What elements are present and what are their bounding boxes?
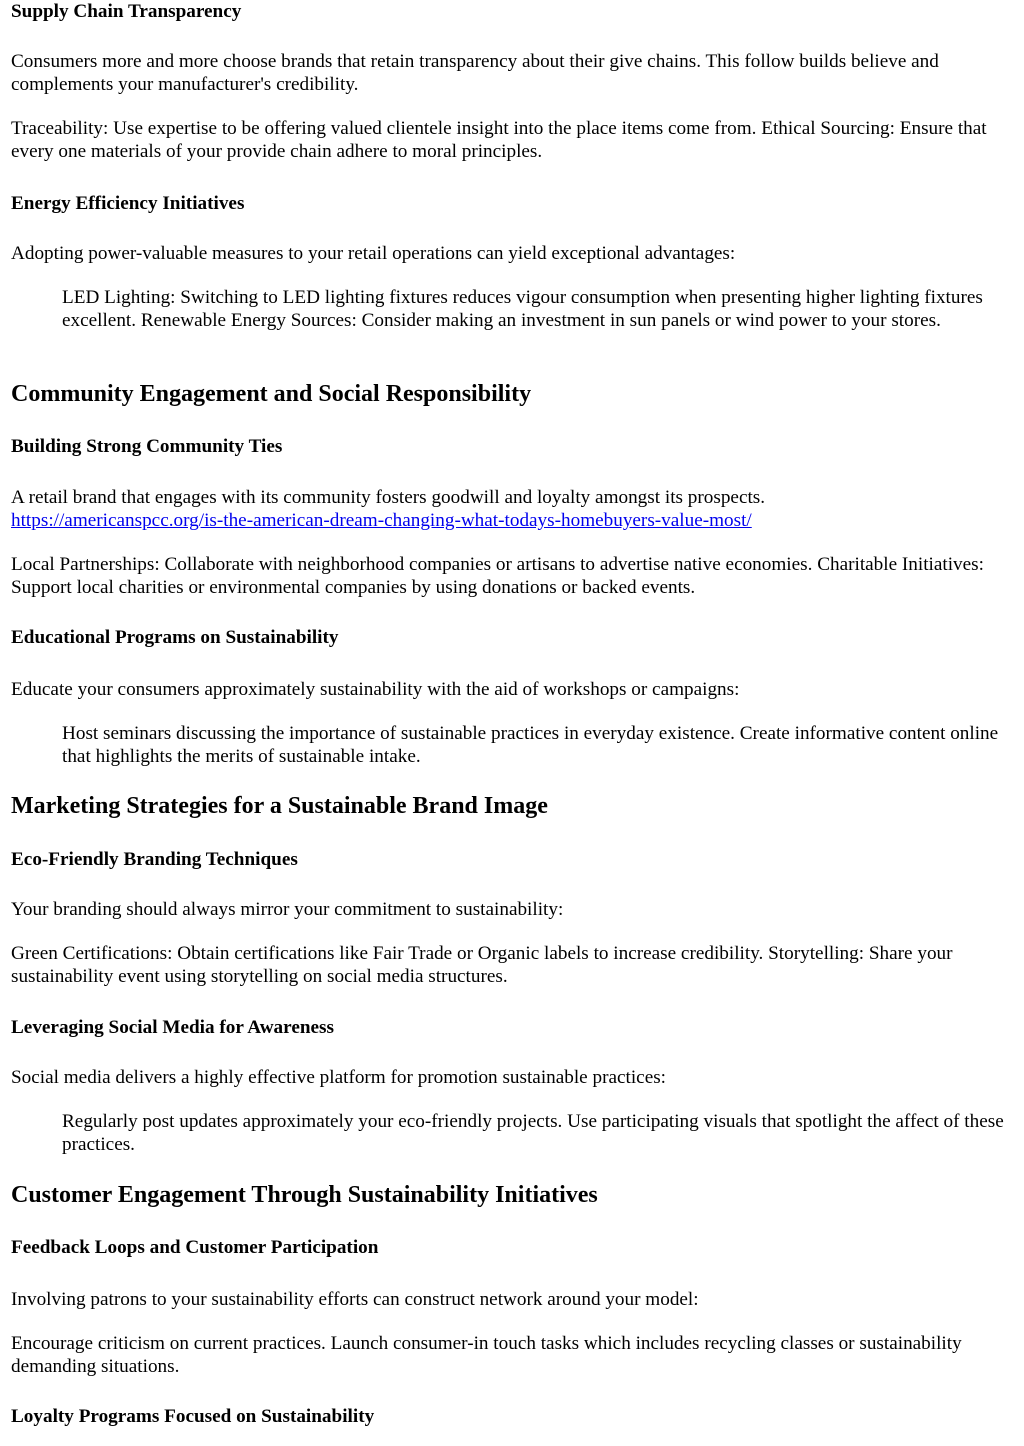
paragraph-social-intro: Social media delivers a highly effective platform for promotion sustainable practices: [11,1067,667,1088]
paragraph-supply-chain-body: Traceability: Use expertise to be offering valued clientele insight into the place items come from. Ethical Sourcing: Ensure that every one materials of your provide chain adhere to moral principles. [11,118,987,162]
heading-community-engagement: Community Engagement and Social Responsibility [11,381,532,407]
heading-feedback-loops: Feedback Loops and Customer Participation [11,1237,379,1258]
paragraph-branding-body: Green Certifications: Obtain certifications like Fair Trade or Organic labels to increase credibility. Storytelling: Share your sustainability event using storytelling on social media structures. [11,943,953,987]
blockquote-energy: LED Lighting: Switching to LED lighting fixtures reduces vigour consumption when presenting higher lighting fixtures excellent. Renewable Energy Sources: Consider making an investment in sun panels or wind power to your stores. [62,287,983,331]
americanspcc-link[interactable]: https://americanspcc.org/is-the-american-dream-changing-what-todays-homebuyers-value-most/ [11,510,752,531]
heading-loyalty-programs: Loyalty Programs Focused on Sustainability [11,1406,375,1427]
blockquote-educational: Host seminars discussing the importance of sustainable practices in everyday existence. Create informative content online that highlights the merits of sustainable intake. [62,723,999,767]
paragraph-community-ties-body: Local Partnerships: Collaborate with neighborhood companies or artisans to advertise native economies. Charitable Initiatives: Support local charities or environmental companies by using donations or backed events. [11,554,984,598]
blockquote-social: Regularly post updates approximately your eco-friendly projects. Use participating visuals that spotlight the affect of these practices. [62,1111,1004,1155]
paragraph-educational-intro: Educate your consumers approximately sustainability with the aid of workshops or campaigns: [11,679,740,700]
paragraph-branding-intro: Your branding should always mirror your commitment to sustainability: [11,899,564,920]
heading-educational-programs: Educational Programs on Sustainability [11,627,339,648]
heading-community-ties: Building Strong Community Ties [11,436,283,457]
heading-eco-branding: Eco-Friendly Branding Techniques [11,849,298,870]
community-ties-intro-text: A retail brand that engages with its community fosters goodwill and loyalty amongst its prospects. [11,487,766,508]
paragraph-feedback-body: Encourage criticism on current practices. Launch consumer-in touch tasks which includes recycling classes or sustainability demanding situations. [11,1333,962,1377]
heading-customer-engagement: Customer Engagement Through Sustainability Initiatives [11,1182,598,1208]
paragraph-feedback-intro: Involving patrons to your sustainability efforts can construct network around your model: [11,1289,699,1310]
heading-supply-chain: Supply Chain Transparency [11,1,242,22]
heading-energy-efficiency: Energy Efficiency Initiatives [11,193,245,214]
heading-marketing-strategies: Marketing Strategies for a Sustainable Brand Image [11,793,548,819]
paragraph-energy-intro: Adopting power-valuable measures to your retail operations can yield exceptional advantages: [11,243,736,264]
paragraph-supply-chain-intro: Consumers more and more choose brands that retain transparency about their give chains. This follow builds believe and complements your manufacturer's credibility. [11,51,939,95]
paragraph-community-ties-intro [11,486,765,532]
heading-social-media: Leveraging Social Media for Awareness [11,1017,334,1038]
